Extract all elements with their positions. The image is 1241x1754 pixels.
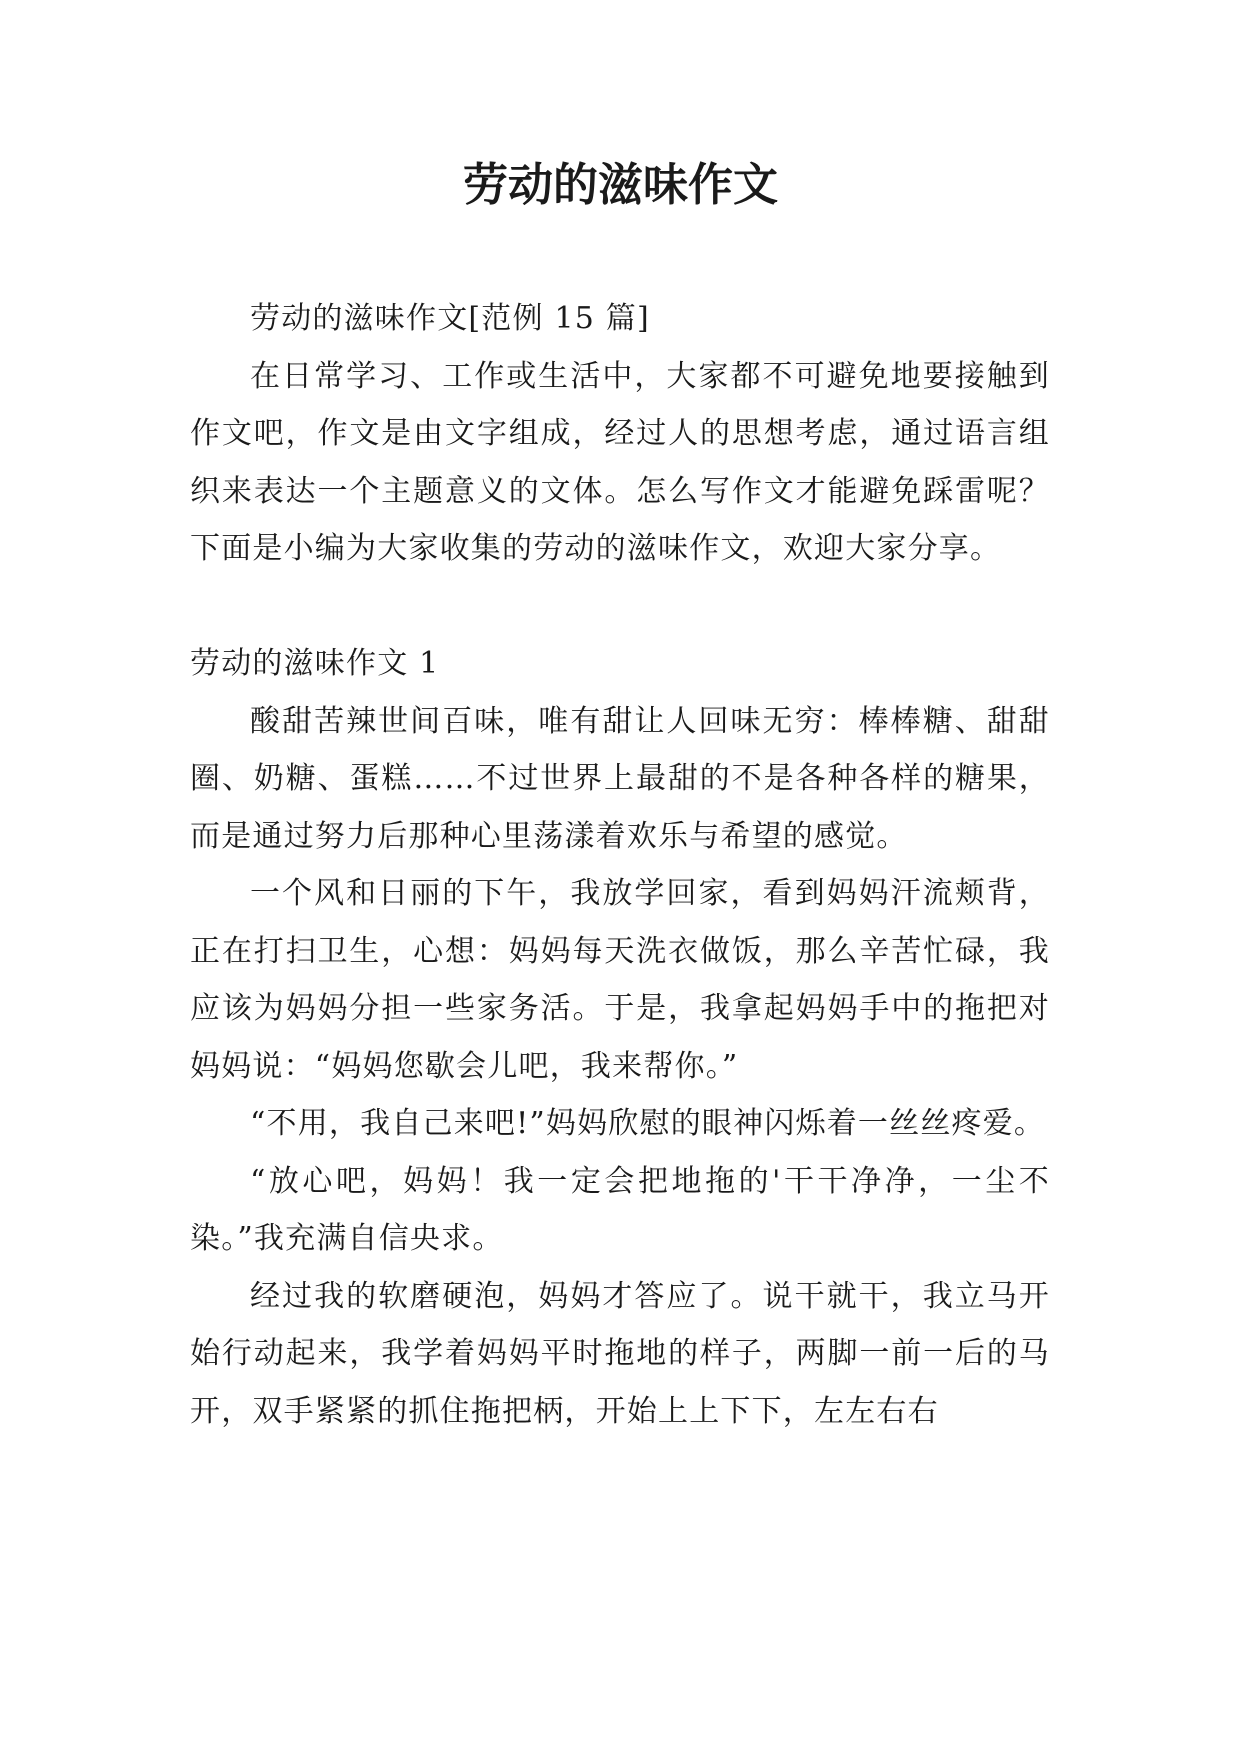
- body-paragraph: “放心吧，妈妈！我一定会把地拖的'干干净净，一尘不染。”我充满自信央求。: [190, 1163, 1050, 1256]
- intro-paragraph: 在日常学习、工作或生活中，大家都不可避免地要接触到作文吧，作文是由文字组成，经过人的思想考虑，通过语言组织来表达一个主题意义的文体。怎么写作文才能避免踩雷呢？下面是小编为大家收集的劳动的滋味作文，欢迎大家分享。: [190, 358, 1050, 566]
- section-spacer: [190, 578, 1050, 636]
- body-paragraph: 一个风和日丽的下午，我放学回家，看到妈妈汗流颊背，正在打扫卫生，心想：妈妈每天洗衣做饭，那么辛苦忙碌，我应该为妈妈分担一些家务活。于是，我拿起妈妈手中的拖把对妈妈说：“妈妈您歇会儿吧，我来帮你。”: [190, 876, 1050, 1084]
- document-title: 劳动的滋味作文: [462, 158, 778, 211]
- document-body: [190, 290, 1050, 1440]
- document-subtitle: 劳动的滋味作文[范例 15 篇]: [250, 301, 650, 336]
- body-paragraph: 酸甜苦辣世间百味，唯有甜让人回味无穷：棒棒糖、甜甜圈、奶糖、蛋糕……不过世界上最甜的不是各种各样的糖果，而是通过努力后那种心里荡漾着欢乐与希望的感觉。: [190, 703, 1050, 854]
- body-paragraph: “不用，我自己来吧!”妈妈欣慰的眼神闪烁着一丝丝疼爱。: [250, 1106, 1046, 1141]
- section-heading: 劳动的滋味作文 1: [190, 646, 440, 681]
- body-paragraph: 经过我的软磨硬泡，妈妈才答应了。说干就干，我立马开始行动起来，我学着妈妈平时拖地的样子，两脚一前一后的马开，双手紧紧的抓住拖把柄，开始上上下下，左左右右: [190, 1278, 1050, 1429]
